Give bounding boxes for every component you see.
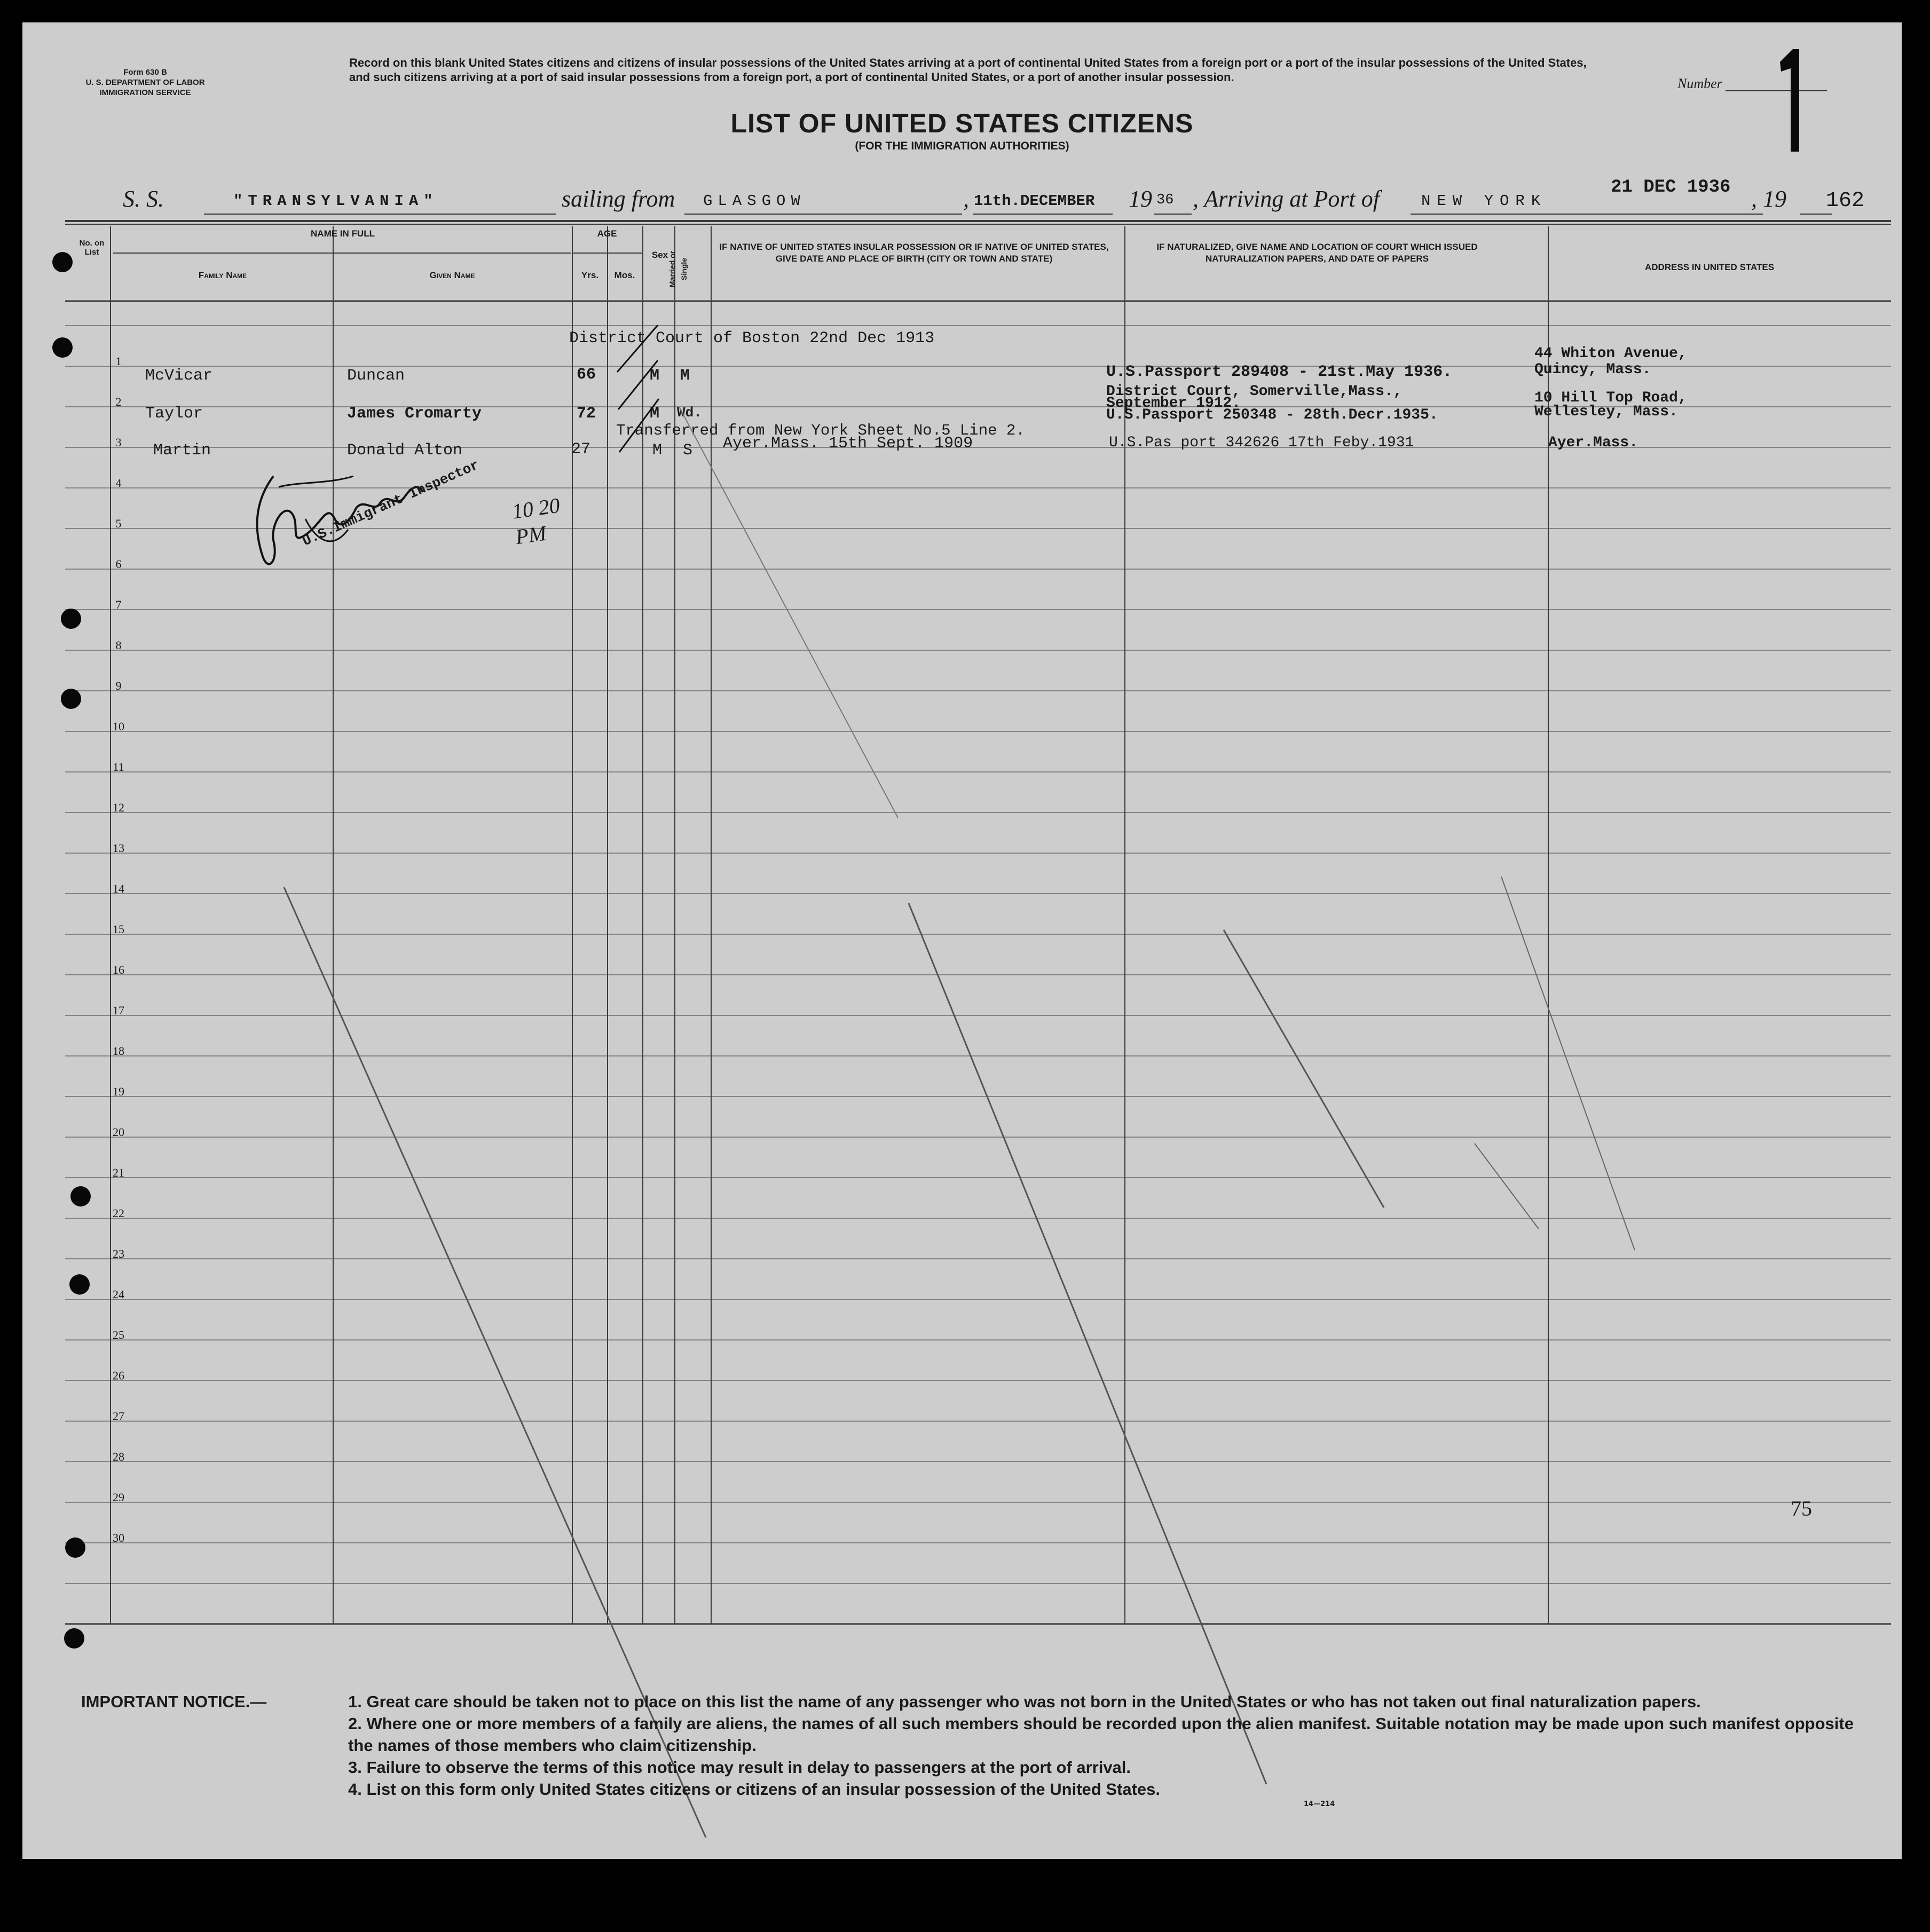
line-number: 20 (113, 1125, 124, 1139)
header-family-name: Family Name (198, 270, 247, 280)
line-number: 16 (113, 963, 124, 976)
comma-mark: , (963, 186, 969, 212)
line-number: 17 (113, 1004, 124, 1017)
row-1-address-line2: Quincy, Mass. (1534, 361, 1651, 378)
row-2-naturalization-court: District Court, Somerville,Mass., (1106, 383, 1403, 400)
notice-item-4: 4. List on this form only United States citizens or citizens of an insular possession of the United States. (348, 1780, 1160, 1799)
notice-label: IMPORTANT NOTICE.— (81, 1692, 267, 1711)
line-number: 28 (113, 1450, 124, 1463)
row-1-given-name: Duncan (347, 367, 405, 385)
line-number: 30 (113, 1531, 124, 1544)
row-3-age: 27 (571, 440, 591, 459)
binder-hole (61, 689, 81, 709)
notice-item-2: 2. Where one or more members of a family are aliens, the names of all such members should be recorded upon the alien manifest. Suitable notation may be made upon such manifest opposite the names of those members who claim citizenship. (348, 1714, 1854, 1755)
line-number: 12 (113, 801, 124, 814)
line-number: 27 (113, 1409, 124, 1423)
row-1-sex: M (650, 367, 660, 385)
row-3-family-name: Martin (153, 441, 211, 460)
line-number: 9 (115, 679, 122, 692)
header-mos: Mos. (614, 270, 635, 280)
line-number: 7 (115, 598, 122, 611)
page-title: LIST OF UNITED STATES CITIZENS (730, 108, 1194, 138)
row-2-address-line2: Wellesley, Mass. (1534, 404, 1678, 420)
line-number: 19 (113, 1085, 124, 1098)
departure-date: 11th.DECEMBER (974, 192, 1095, 210)
year-prefix: 19 (1129, 186, 1152, 212)
row-3-marital: S (683, 441, 693, 460)
row-1-passport: U.S.Passport 289408 - 21st.May 1936. (1106, 363, 1453, 381)
line-number: 26 (113, 1369, 124, 1382)
arrival-date-stamp: 21 DEC 1936 (1611, 177, 1731, 198)
row-2-given-name: James Cromarty (347, 405, 482, 423)
line-number: 5 (115, 517, 122, 530)
binder-hole (64, 1628, 84, 1649)
handwritten-time: 10 20 PM (510, 493, 562, 549)
service-name: IMMIGRATION SERVICE (99, 88, 191, 97)
row-2-passport: U.S.Passport 250348 - 28th.Decr.1935. (1106, 407, 1438, 423)
row-1-marital: M (680, 367, 690, 385)
row-2-sex: M (650, 405, 660, 423)
header-sex: Sex (651, 250, 668, 260)
header-yrs: Yrs. (581, 270, 599, 280)
header-name-in-full: NAME IN FULL (311, 228, 375, 239)
line-number: 21 (113, 1166, 124, 1179)
line-number: 29 (113, 1491, 124, 1504)
manifest-sheet (22, 22, 1902, 1859)
print-code: 14—214 (1304, 1800, 1335, 1808)
notice-item-3: 3. Failure to observe the terms of this notice may result in delay to passengers at the port of arrival. (348, 1758, 1131, 1777)
header-given-name: Given Name (429, 270, 475, 280)
binder-hole (61, 609, 81, 629)
form-number: Form 630 B (123, 68, 167, 77)
row-1-family-name: McVicar (145, 367, 213, 385)
line-number: 23 (113, 1247, 124, 1260)
ship-name: "TRANSYLVANIA" (233, 192, 438, 210)
ss-label: S. S. (123, 186, 164, 212)
line-number: 4 (115, 476, 122, 490)
header-naturalized: IF NATURALIZED, GIVE NAME AND LOCATION OF COURT WHICH ISSUED NATURALIZATION PAPERS, AND DATE OF PAPERS (1156, 242, 1478, 264)
line-number: 22 (113, 1206, 124, 1220)
row-2-age: 72 (577, 405, 596, 423)
binder-hole (69, 1274, 90, 1295)
inspector-stamp: U.S.Immigrant Inspector (300, 457, 482, 550)
row-1-address-line1: 44 Whiton Avenue, (1534, 345, 1687, 362)
line-number: 2 (115, 395, 122, 408)
header-no-on-list: No. on List (79, 239, 105, 257)
line-number: 3 (115, 436, 122, 449)
binder-hole (65, 1537, 85, 1558)
line-number: 25 (113, 1328, 124, 1342)
row-3-sex: M (652, 441, 663, 460)
line-number: 14 (113, 882, 124, 895)
line-number: 11 (113, 760, 124, 774)
arriving-label: , Arriving at Port of (1193, 186, 1380, 212)
transfer-note: Transferred from New York Sheet No.5 Line 2. (616, 422, 1025, 439)
row-3-birth: Ayer.Mass. 15th Sept. 1909 (723, 435, 973, 453)
line-number: 1 (115, 354, 122, 368)
row-3-passport: U.S.Pas port 342626 17th Feby.1931 (1109, 435, 1414, 451)
page-code: 162 (1826, 189, 1865, 213)
row-3-address: Ayer.Mass. (1548, 435, 1638, 451)
cancellation-strokes (22, 22, 1902, 1859)
row-1-naturalization-court: District Court of Boston 22nd Dec 1913 (569, 329, 935, 348)
form-instruction: Record on this blank United States citizens and citizens of insular possessions of the United States arriving at a port of continental United States from a foreign port or a port of the insular possessions of the United States, and such citizens arriving at a port of said insular possessions from a foreign port, a port of continental United States, or a port of another insular possession. (349, 56, 1587, 84)
row-2-marital: Wd. (677, 405, 702, 421)
header-age: AGE (597, 228, 617, 239)
notice-item-1: 1. Great care should be taken not to place on this list the name of any passenger who was not born in the United States or who has not taken out final naturalization papers. (348, 1692, 1701, 1711)
line-number: 13 (113, 841, 124, 855)
header-married-single: Married or Single (668, 250, 688, 288)
row-2-naturalization-date: September 1912. (1106, 395, 1241, 412)
line-number: 15 (113, 922, 124, 936)
header-native: IF NATIVE OF UNITED STATES INSULAR POSSESSION OR IF NATIVE OF UNITED STATES, GIVE DATE AND PLACE OF BIRTH (CITY OR TOWN AND STATE) (719, 242, 1109, 264)
binder-hole (52, 252, 73, 272)
departure-port: GLASGOW (703, 192, 806, 210)
department-name: U. S. DEPARTMENT OF LABOR (85, 78, 205, 87)
page-subtitle: (FOR THE IMMIGRATION AUTHORITIES) (855, 140, 1069, 152)
year-suffix: 36 (1156, 192, 1174, 208)
binder-hole (70, 1186, 91, 1206)
header-address: ADDRESS IN UNITED STATES (1644, 262, 1775, 272)
line-number: 18 (113, 1044, 124, 1058)
important-notice (81, 1691, 1864, 1799)
line-number: 24 (113, 1288, 124, 1301)
binder-hole (52, 337, 73, 358)
row-2-address-line1: 10 Hill Top Road, (1534, 390, 1687, 406)
number-label: Number (1677, 76, 1722, 91)
margin-number: 75 (1791, 1496, 1812, 1520)
line-number: 10 (113, 720, 124, 733)
sailing-label: sailing from (562, 186, 675, 212)
row-3-given-name: Donald Alton (347, 441, 463, 460)
arrival-year-prefix: , 19 (1751, 186, 1786, 212)
line-number: 6 (115, 557, 122, 571)
row-1-age: 66 (577, 366, 596, 384)
row-2-family-name: Taylor (145, 405, 203, 423)
line-number: 8 (115, 638, 122, 652)
arrival-port: NEW YORK (1421, 192, 1547, 210)
